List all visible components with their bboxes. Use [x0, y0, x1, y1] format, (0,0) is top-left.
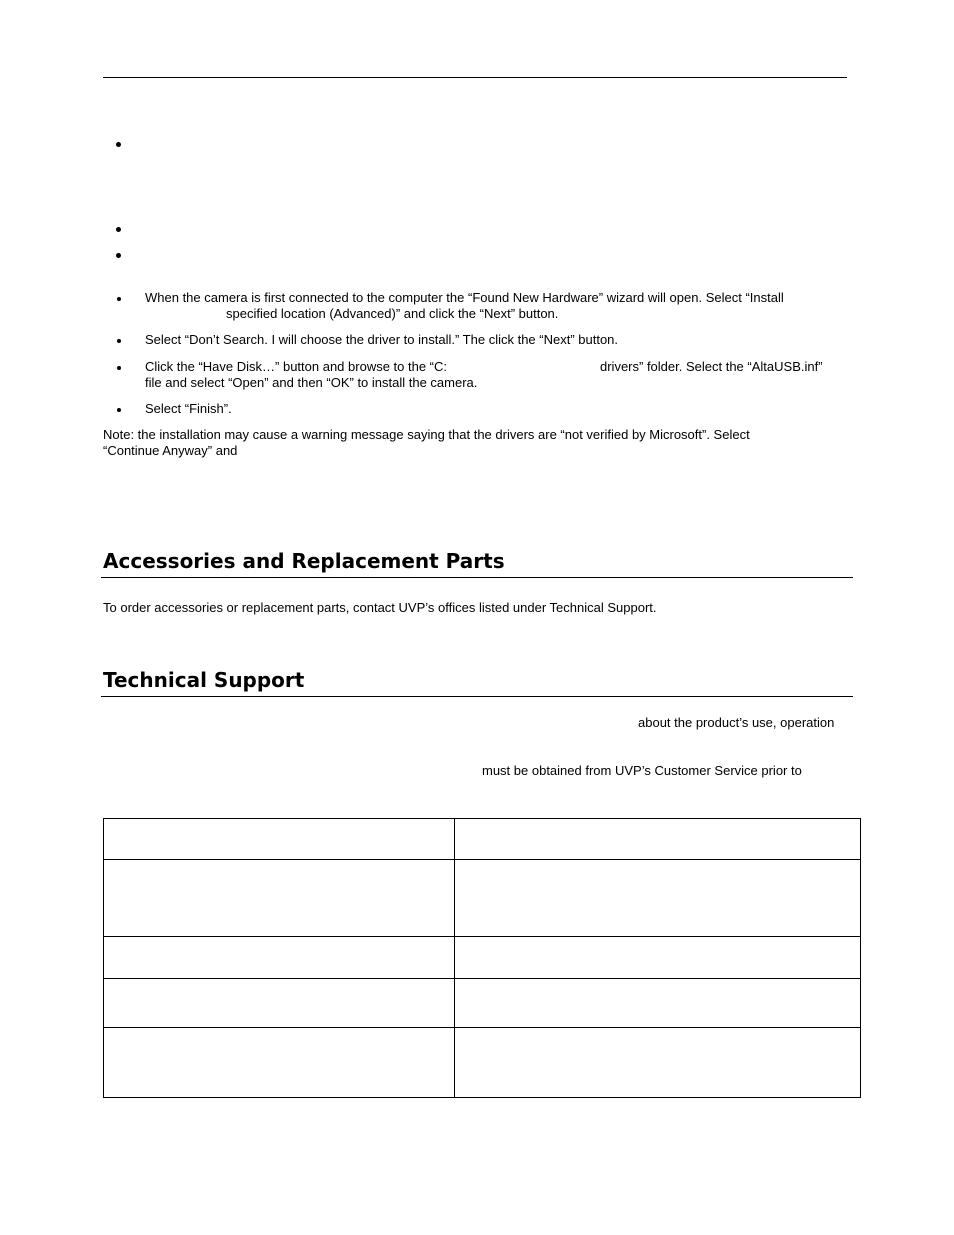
table-row [104, 979, 861, 1028]
table-row [104, 1028, 861, 1098]
table-cell [104, 937, 455, 979]
contact-table [103, 818, 861, 1098]
tech-support-heading: Technical Support [103, 668, 305, 692]
tech-support-fragment-1: about the product’s use, operation [638, 715, 835, 730]
step-4-line-1: Select “Finish”. [145, 401, 232, 416]
table-cell [104, 860, 455, 937]
table-cell [455, 1028, 861, 1098]
step-bullet [117, 339, 121, 343]
step-2-line-1: Select “Don’t Search. I will choose the driver to install.” The click the “Next” button. [145, 332, 619, 347]
note-line-2: “Continue Anyway” and [103, 443, 238, 458]
table-row [104, 819, 861, 860]
table-cell [455, 819, 861, 860]
accessories-heading-rule [101, 577, 853, 578]
list-bullet [116, 142, 121, 147]
table-row [104, 860, 861, 937]
accessories-heading: Accessories and Replacement Parts [103, 549, 505, 573]
step-1-line-2: specified location (Advanced)” and click the “Next” button. [226, 306, 559, 321]
header-rule [103, 77, 847, 78]
tech-support-fragment-2: must be obtained from UVP’s Customer Service prior to [482, 763, 802, 778]
table-cell [104, 819, 455, 860]
step-bullet [117, 408, 121, 412]
table-cell [455, 860, 861, 937]
step-1-line-1: When the camera is first connected to the computer the “Found New Hardware” wizard will open. Select “Install [145, 290, 784, 305]
tech-support-heading-rule [101, 696, 853, 697]
step-bullet [117, 297, 121, 301]
list-bullet [116, 227, 121, 232]
accessories-body: To order accessories or replacement parts, contact UVP’s offices listed under Technical Support. [103, 600, 657, 615]
table-cell [104, 979, 455, 1028]
table-row [104, 937, 861, 979]
step-3-line-1b: drivers” folder. Select the “AltaUSB.inf” [600, 359, 823, 374]
step-3-line-2: file and select “Open” and then “OK” to install the camera. [145, 375, 478, 390]
step-3-line-1a: Click the “Have Disk…” button and browse to the “C: [145, 359, 448, 374]
table-cell [455, 979, 861, 1028]
step-bullet [117, 366, 121, 370]
note-line-1: Note: the installation may cause a warning message saying that the drivers are “not verified by Microsoft”. Select [103, 427, 750, 442]
list-bullet [116, 253, 121, 258]
table-cell [104, 1028, 455, 1098]
table-cell [455, 937, 861, 979]
